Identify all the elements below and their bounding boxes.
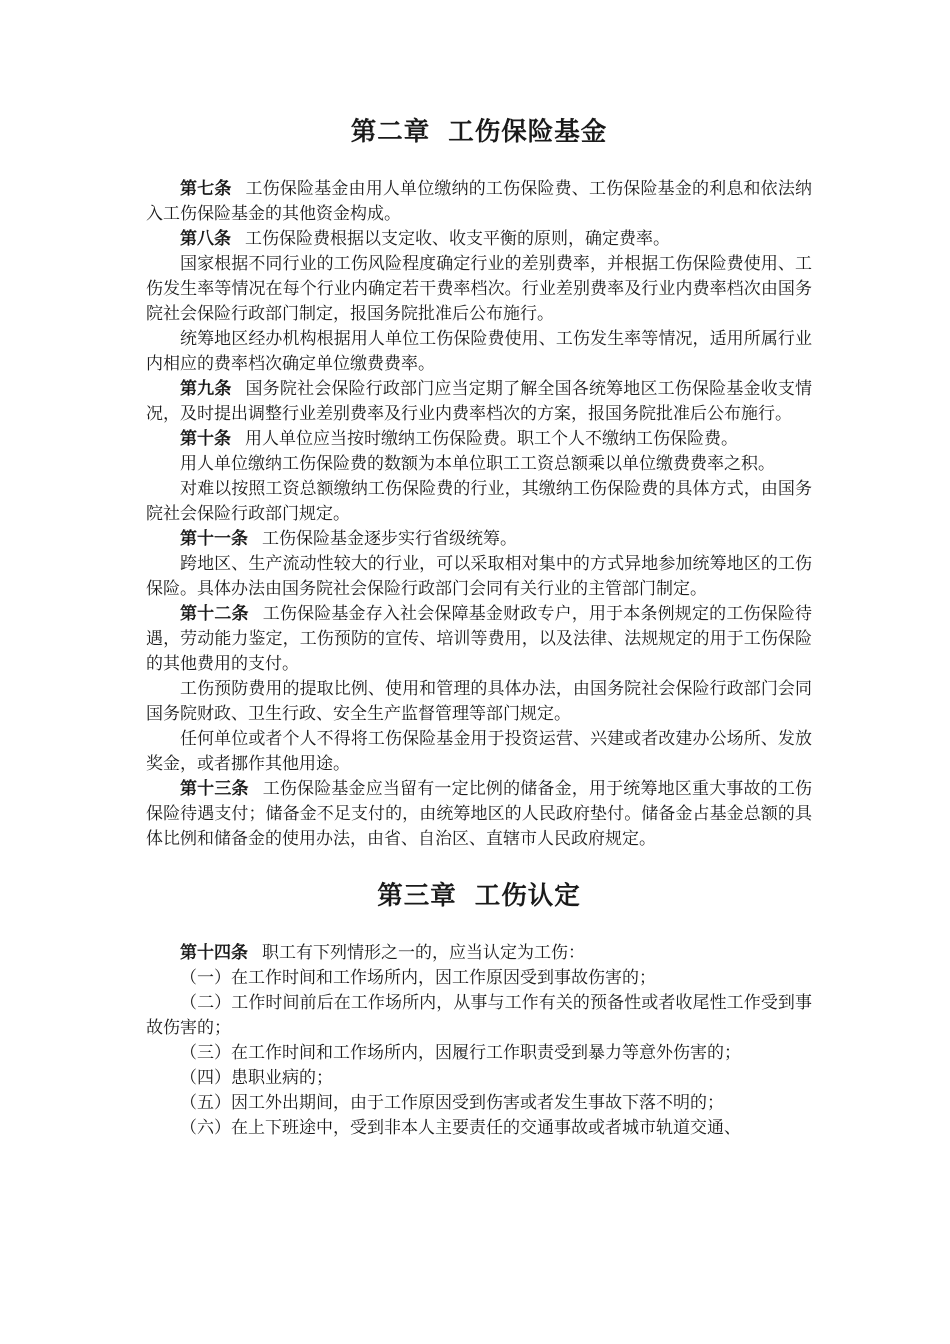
article-paragraph xyxy=(146,777,812,852)
paragraph-text: 用人单位缴纳工伤保险费的数额为本单位职工工资总额乘以单位缴费费率之积。 xyxy=(180,454,775,474)
article-paragraph xyxy=(146,602,812,677)
body-paragraph xyxy=(146,1091,812,1116)
article-number: 第七条 xyxy=(180,179,232,199)
body-paragraph xyxy=(146,552,812,602)
article-paragraph xyxy=(146,177,812,227)
paragraph-text: 工伤保险基金逐步实行省级统筹。 xyxy=(262,529,517,549)
paragraph-text: （三）在工作时间和工作场所内，因履行工作职责受到暴力等意外伤害的； xyxy=(180,1043,741,1063)
body-paragraph xyxy=(146,727,812,777)
paragraph-text: （二）工作时间前后在工作场所内，从事与工作有关的预备性或者收尾性工作受到事故伤害的； xyxy=(146,993,812,1038)
article-number: 第九条 xyxy=(180,379,232,399)
body-paragraph xyxy=(146,1116,812,1141)
chapter-heading: 工伤保险基金 xyxy=(448,117,608,147)
paragraph-text: 对难以按照工资总额缴纳工伤保险费的行业，其缴纳工伤保险费的具体方式，由国务院社会保险行政部门规定。 xyxy=(146,479,812,524)
article-number: 第十条 xyxy=(180,429,231,449)
article-paragraph xyxy=(146,377,812,427)
body-paragraph xyxy=(146,1066,812,1091)
paragraph-text: 用人单位应当按时缴纳工伤保险费。职工个人不缴纳工伤保险费。 xyxy=(245,429,738,449)
chapter-title xyxy=(146,117,812,147)
article-number: 第十四条 xyxy=(180,943,248,963)
paragraph-text: （五）因工外出期间，由于工作原因受到伤害或者发生事故下落不明的； xyxy=(180,1093,724,1113)
body-paragraph xyxy=(146,477,812,527)
paragraph-text: 工伤保险基金应当留有一定比例的储备金，用于统筹地区重大事故的工伤保险待遇支付；储备金不足支付的，由统筹地区的人民政府垫付。储备金占基金总额的具体比例和储备金的使用办法，由省、自治区、直辖市人民政府规定。 xyxy=(146,779,813,849)
body-paragraph xyxy=(146,327,812,377)
paragraph-text: 国家根据不同行业的工伤风险程度确定行业的差别费率，并根据工伤保险费使用、工伤发生率等情况在每个行业内确定若干费率档次。行业差别费率及行业内费率档次由国务院社会保险行政部门制定，报国务院批准后公布施行。 xyxy=(146,254,812,324)
article-number: 第十二条 xyxy=(180,604,249,624)
article-paragraph xyxy=(146,527,812,552)
paragraph-text: 工伤保险基金存入社会保障基金财政专户，用于本条例规定的工伤保险待遇，劳动能力鉴定，工伤预防的宣传、培训等费用，以及法律、法规规定的用于工伤保险的其他费用的支付。 xyxy=(146,604,813,674)
paragraph-text: 工伤保险基金由用人单位缴纳的工伤保险费、工伤保险基金的利息和依法纳入工伤保险基金的其他资金构成。 xyxy=(146,179,812,224)
body-paragraph xyxy=(146,452,812,477)
paragraph-text: 统筹地区经办机构根据用人单位工伤保险费使用、工伤发生率等情况，适用所属行业内相应的费率档次确定单位缴费费率。 xyxy=(146,329,812,374)
paragraph-text: 国务院社会保险行政部门应当定期了解全国各统筹地区工伤保险基金收支情况，及时提出调整行业差别费率及行业内费率档次的方案，报国务院批准后公布施行。 xyxy=(146,379,812,424)
chapter-body xyxy=(146,941,812,1141)
body-paragraph xyxy=(146,1041,812,1066)
article-paragraph xyxy=(146,427,812,452)
article-number: 第八条 xyxy=(180,229,231,249)
chapter-number: 第三章 xyxy=(377,881,457,911)
paragraph-text: （六）在上下班途中，受到非本人主要责任的交通事故或者城市轨道交通、 xyxy=(180,1118,741,1138)
paragraph-text: 任何单位或者个人不得将工伤保险基金用于投资运营、兴建或者改建办公场所、发放奖金，或者挪作其他用途。 xyxy=(146,729,812,774)
chapter-title xyxy=(146,881,812,911)
article-paragraph xyxy=(146,227,812,252)
document-page xyxy=(146,117,813,1141)
body-paragraph xyxy=(146,966,812,991)
chapter-heading: 工伤认定 xyxy=(474,881,581,911)
body-paragraph xyxy=(146,991,812,1041)
body-paragraph xyxy=(146,252,812,327)
paragraph-text: （一）在工作时间和工作场所内，因工作原因受到事故伤害的； xyxy=(180,968,656,988)
article-number: 第十一条 xyxy=(180,529,248,549)
chapter-body xyxy=(146,177,812,852)
article-paragraph xyxy=(146,941,812,966)
paragraph-text: 职工有下列情形之一的，应当认定为工伤： xyxy=(262,943,585,963)
paragraph-text: 工伤保险费根据以支定收、收支平衡的原则，确定费率。 xyxy=(245,229,670,249)
paragraph-text: 跨地区、生产流动性较大的行业，可以采取相对集中的方式异地参加统筹地区的工伤保险。具体办法由国务院社会保险行政部门会同有关行业的主管部门制定。 xyxy=(146,554,812,599)
article-number: 第十三条 xyxy=(180,779,249,799)
body-paragraph xyxy=(146,677,812,727)
chapter-number: 第二章 xyxy=(350,117,431,147)
paragraph-text: 工伤预防费用的提取比例、使用和管理的具体办法，由国务院社会保险行政部门会同国务院财政、卫生行政、安全生产监督管理等部门规定。 xyxy=(146,679,812,724)
paragraph-text: （四）患职业病的； xyxy=(180,1068,333,1088)
